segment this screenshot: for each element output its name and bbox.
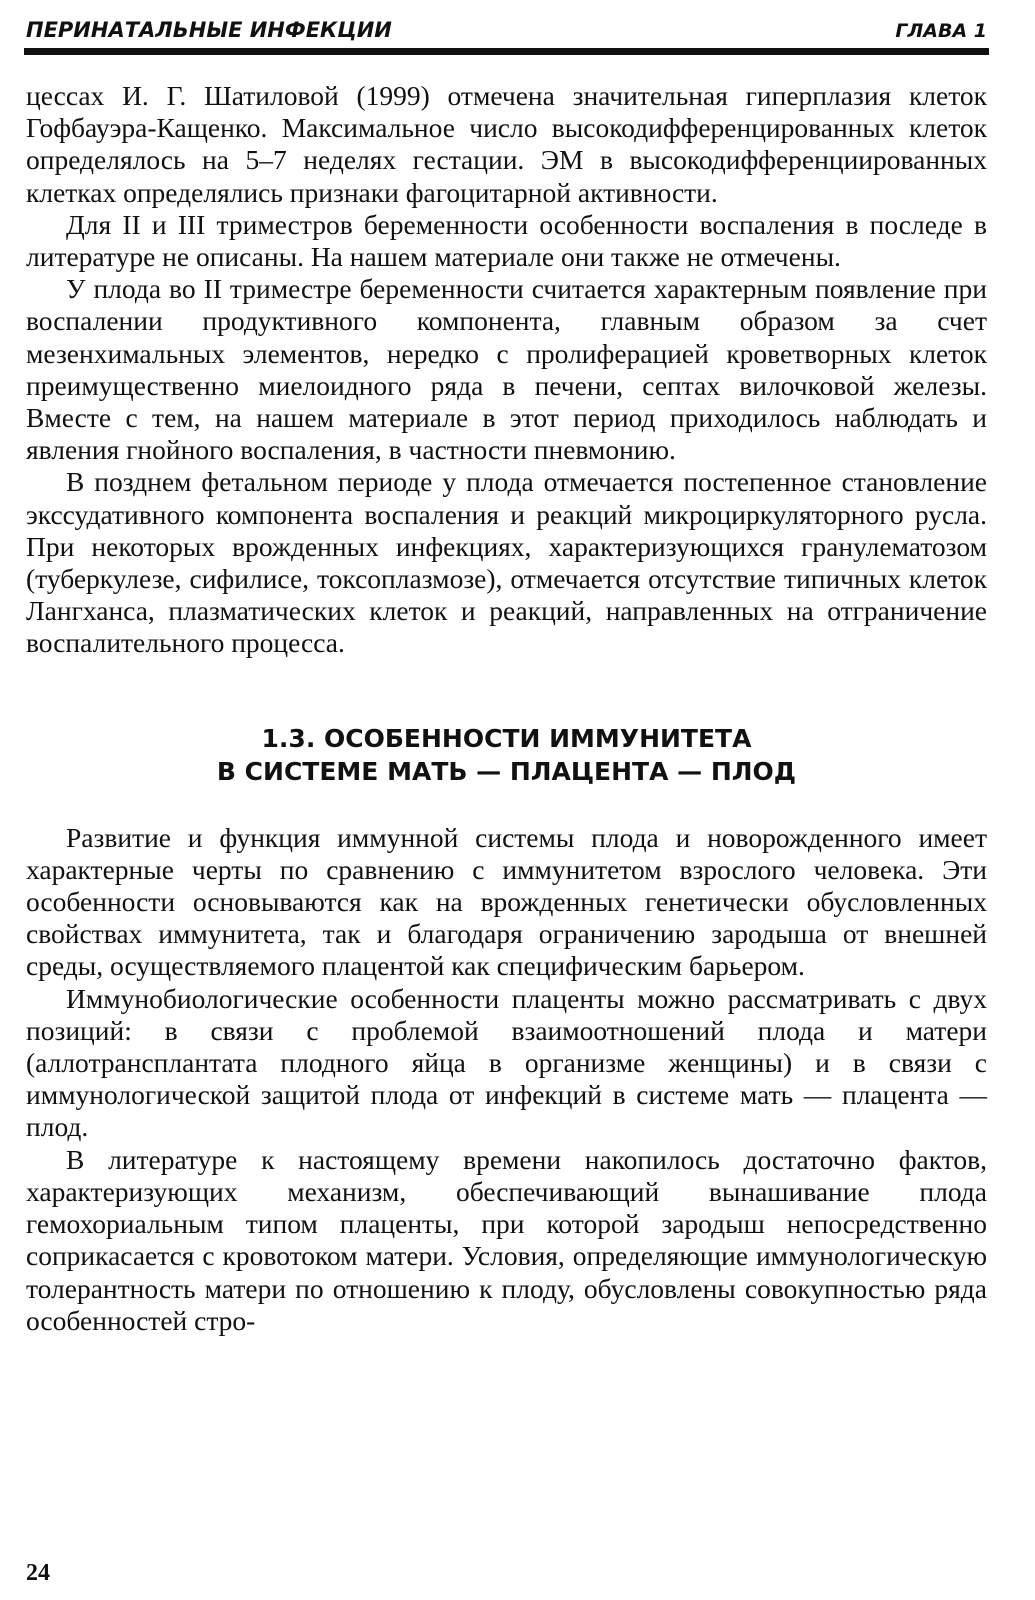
section-heading: [26, 722, 987, 788]
paragraph: У плода во II триместре беременности считается характерным появление при воспалении продуктивного компонента, главным образом за счет мезенхимальных элементов, нередко с пролиферацией кроветворных клеток преимущественно миелоидного ряда в печени, септах вилочковой железы. Вместе с тем, на нашем материале в этот период приходилось наблюдать и явления гнойного воспаления, в частности пневмонию.: [26, 273, 987, 466]
paragraph: Для II и III триместров беременности особенности воспаления в последе в литературе не описаны. На нашем материале они также не отмечены.: [26, 208, 987, 273]
book-title: ПЕРИНАТАЛЬНЫЕ ИНФЕКЦИИ: [26, 18, 392, 42]
paragraph: цессах И. Г. Шатиловой (1999) отмечена значительная гиперплазия клеток Гофбауэра-Кащенко. Максимальное число высокодифференцированных клеток определялось на 5–7 неделях гестации. ЭМ в высокодифференциированных клетках определялись признаки фагоцитарной активности.: [26, 80, 987, 208]
paragraph: Иммунобиологические особенности плаценты можно рассматривать с двух позиций: в связи с проблемой взаимоотношений плода и матери (аллотрансплантата плодного яйца в организме женщины) и в связи с иммунологической защитой плода от инфекций в системе мать — плацента — плод.: [26, 982, 987, 1143]
header-rule: [24, 48, 989, 55]
paragraph: В литературе к настоящему времени накопилось достаточно фактов, характеризующих механизм, обеспечивающий вынашивание плода гемохориальным типом плаценты, при которой зародыш непосредственно соприкасается с кровотоком матери. Условия, определяющие иммунологическую толерантность матери по отношению к плоду, обусловлены совокупностью ряда особенностей стро-: [26, 1143, 987, 1336]
page-number: 24: [26, 1560, 50, 1586]
running-head: [26, 12, 987, 42]
paragraphs-after-section: [26, 822, 987, 1337]
section-title-line-1: 1.3. ОСОБЕННОСТИ ИММУНИТЕТА: [261, 723, 752, 753]
section-title-line-2: В СИСТЕМЕ МАТЬ — ПЛАЦЕНТА — ПЛОД: [216, 756, 797, 786]
chapter-label: ГЛАВА 1: [895, 20, 987, 42]
paragraph: Развитие и функция иммунной системы плода и новорожденного имеет характерные черты по сравнению с иммунитетом взрослого человека. Эти особенности основываются как на врожденных генетически обусловленных свойствах иммунитета, так и благодаря ограничению зародыша от внешней среды, осуществляемого плацентой как специфическим барьером.: [26, 821, 987, 982]
page-body: [26, 80, 987, 1337]
paragraph: В позднем фетальном периоде у плода отмечается постепенное становление экссудативного компонента воспаления и реакций микроциркуляторного русла. При некоторых врожденных инфекциях, характеризующихся гранулематозом (туберкулезе, сифилисе, токсоплазмозе), отмечается отсутствие типичных клеток Лангханса, плазматических клеток и реакций, направленных на отграничение воспалительного процесса.: [26, 466, 987, 659]
paragraphs-before-section: [26, 80, 987, 660]
